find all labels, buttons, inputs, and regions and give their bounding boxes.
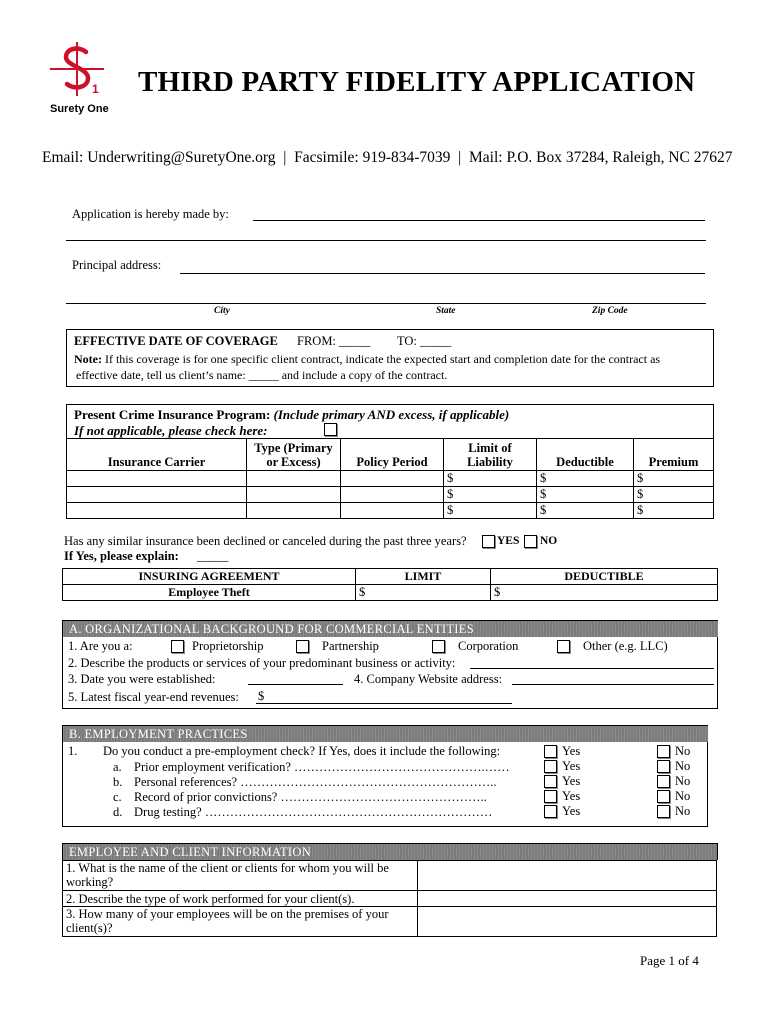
q5-field[interactable] xyxy=(256,703,512,704)
cell[interactable] xyxy=(341,471,444,487)
col-policy-period: Policy Period xyxy=(341,439,444,471)
col-limit: LIMIT xyxy=(356,569,491,585)
logo-name: Surety One xyxy=(50,103,109,115)
corporation-checkbox[interactable] xyxy=(432,640,445,653)
col-type xyxy=(247,439,341,471)
item-letter: a. xyxy=(113,760,122,774)
note-label: Note: xyxy=(74,352,102,366)
cell[interactable]: $ xyxy=(444,487,537,503)
zip-label: Zip Code xyxy=(592,306,628,316)
b-no-checkbox[interactable] xyxy=(657,745,670,758)
principal-label: Principal address: xyxy=(72,258,162,272)
explain-label: If Yes, please explain: xyxy=(64,549,179,563)
logo-numeral: 1 xyxy=(92,82,99,96)
crime-not-applicable: If not applicable, please check here: xyxy=(74,423,268,438)
section-a-title: A. ORGANIZATIONAL BACKGROUND FOR COMMERCIAL ENTITIES xyxy=(63,621,718,637)
item-text: Drug testing? …………………………………………………………… xyxy=(134,805,493,819)
declined-no-label: NO xyxy=(540,535,558,547)
q2-field[interactable] xyxy=(470,668,714,669)
contact-line: Email: Underwriting@SuretyOne.org | Facsimile: 919-834-7039 | Mail: P.O. Box 37284, Raleigh, NC 27627 xyxy=(42,149,733,166)
cell[interactable] xyxy=(247,471,341,487)
b-no-label: No xyxy=(675,744,691,758)
other-checkbox[interactable] xyxy=(557,640,570,653)
question-cell xyxy=(63,907,418,937)
cell[interactable] xyxy=(247,487,341,503)
coverage-box xyxy=(66,329,714,387)
crime-table xyxy=(66,438,714,519)
b2-yes-checkbox[interactable] xyxy=(544,775,557,788)
coverage-from[interactable]: FROM: _____ xyxy=(297,334,371,348)
col-deductible: Deductible xyxy=(537,439,634,471)
page-number: Page 1 of 4 xyxy=(640,953,699,968)
c-yes-label: Yes xyxy=(562,789,581,803)
not-applicable-checkbox[interactable] xyxy=(324,423,337,436)
b2-no-checkbox[interactable] xyxy=(657,775,670,788)
cell[interactable]: $ xyxy=(537,503,634,519)
b-question: Do you conduct a pre-employment check? If Yes, does it include the following: xyxy=(103,744,501,758)
table-row xyxy=(67,487,714,503)
item-letter: b. xyxy=(113,775,123,789)
proprietorship-label: Proprietorship xyxy=(192,639,264,653)
cell[interactable] xyxy=(341,503,444,519)
explain-field[interactable]: _____ xyxy=(197,549,229,563)
cell[interactable]: $ xyxy=(634,487,714,503)
crime-heading-box xyxy=(66,404,714,439)
emp-q1-l2: working? xyxy=(66,875,114,889)
employee-title: EMPLOYEE AND CLIENT INFORMATION xyxy=(62,843,718,860)
b2-no-label: No xyxy=(675,774,691,788)
cell[interactable] xyxy=(67,487,247,503)
cell[interactable]: $ xyxy=(444,503,537,519)
made-by-field-2[interactable] xyxy=(66,240,706,241)
col-limit-l1: Limit of xyxy=(468,440,512,455)
q3-label: 3. Date you were established: xyxy=(68,672,216,686)
col-limit-l2: Liability xyxy=(467,454,513,469)
q5-currency: $ xyxy=(258,689,265,703)
d-no-label: No xyxy=(675,804,691,818)
coverage-to[interactable]: TO: _____ xyxy=(397,334,452,348)
table-row xyxy=(63,585,718,601)
item-text: Personal references? …………………………………………………….. xyxy=(134,775,497,789)
cell: Employee Theft xyxy=(63,585,356,601)
coverage-note-2: effective date, tell us client’s name: _____ and include a copy of the contract. xyxy=(76,368,448,382)
col-insuring-agreement: INSURING AGREEMENT xyxy=(63,569,356,585)
b-yes-label: Yes xyxy=(562,744,581,758)
cell[interactable]: $ xyxy=(356,585,491,601)
cell[interactable]: $ xyxy=(537,471,634,487)
a-yes-checkbox[interactable] xyxy=(544,760,557,773)
crime-heading xyxy=(74,407,509,423)
section-b-title: B. EMPLOYMENT PRACTICES xyxy=(63,726,708,742)
table-row xyxy=(63,907,717,937)
page-title: THIRD PARTY FIDELITY APPLICATION xyxy=(138,66,696,98)
declined-yes-checkbox[interactable] xyxy=(482,535,495,548)
made-by-field[interactable] xyxy=(253,220,705,221)
crime-heading-note: (Include primary AND excess, if applicable) xyxy=(270,407,510,422)
b-yes-checkbox[interactable] xyxy=(544,745,557,758)
q3-field[interactable] xyxy=(248,684,343,685)
declined-no-checkbox[interactable] xyxy=(524,535,537,548)
insuring-table xyxy=(62,568,718,601)
q2-label: 2. Describe the products or services of your predominant business or activity: xyxy=(68,656,456,670)
table-row xyxy=(63,891,717,907)
state-label: State xyxy=(436,306,456,316)
declined-question: Has any similar insurance been declined or canceled during the past three years? xyxy=(64,534,467,548)
cell[interactable] xyxy=(247,503,341,519)
table-row xyxy=(63,861,717,891)
proprietorship-checkbox[interactable] xyxy=(171,640,184,653)
answer-cell[interactable] xyxy=(418,891,717,907)
crime-heading-text: Present Crime Insurance Program: xyxy=(74,407,271,422)
principal-address-field[interactable] xyxy=(180,273,705,274)
b-q-num: 1. xyxy=(68,744,78,758)
c-no-label: No xyxy=(675,789,691,803)
b2-yes-label: Yes xyxy=(562,774,581,788)
d-yes-label: Yes xyxy=(562,804,581,818)
q4-label: 4. Company Website address: xyxy=(354,672,503,686)
q5-label: 5. Latest fiscal year-end revenues: xyxy=(68,690,239,704)
cell[interactable] xyxy=(67,503,247,519)
city-label: City xyxy=(214,306,230,316)
item-text: Prior employment verification? ……………………………………….…… xyxy=(134,760,510,774)
table-row xyxy=(67,503,714,519)
city-state-zip-field[interactable] xyxy=(66,303,706,304)
declined-yes-label: YES xyxy=(497,535,520,547)
question-cell: 2. Describe the type of work performed for your client(s). xyxy=(63,891,418,907)
item-letter: d. xyxy=(113,805,123,819)
cell[interactable]: $ xyxy=(634,471,714,487)
other-label: Other (e.g. LLC) xyxy=(583,639,668,653)
emp-q1-l1: 1. What is the name of the client or clients for whom you will be xyxy=(66,861,389,875)
emp-q3-l2: client(s)? xyxy=(66,921,113,935)
item-letter: c. xyxy=(113,790,122,804)
q4-field[interactable] xyxy=(512,684,714,685)
partnership-label: Partnership xyxy=(322,639,379,653)
cell[interactable] xyxy=(341,487,444,503)
partnership-checkbox[interactable] xyxy=(296,640,309,653)
col-insurance-carrier: Insurance Carrier xyxy=(67,439,247,471)
c-yes-checkbox[interactable] xyxy=(544,790,557,803)
c-no-checkbox[interactable] xyxy=(657,790,670,803)
made-by-label: Application is hereby made by: xyxy=(72,207,229,221)
item-text: Record of prior convictions? ………………………………………….. xyxy=(134,790,487,804)
cell[interactable]: $ xyxy=(444,471,537,487)
col-premium: Premium xyxy=(634,439,714,471)
q1-label: 1. Are you a: xyxy=(68,639,133,653)
a-no-checkbox[interactable] xyxy=(657,760,670,773)
coverage-note xyxy=(74,352,660,367)
d-yes-checkbox[interactable] xyxy=(544,805,557,818)
a-yes-label: Yes xyxy=(562,759,581,773)
emp-q3-l1: 3. How many of your employees will be on the premises of your xyxy=(66,907,389,921)
a-no-label: No xyxy=(675,759,691,773)
col-type-l2: or Excess) xyxy=(266,454,321,469)
answer-cell[interactable] xyxy=(418,861,717,891)
answer-cell[interactable] xyxy=(418,907,717,937)
col-type-l1: Type (Primary xyxy=(254,440,333,455)
corporation-label: Corporation xyxy=(458,639,519,653)
note-text: If this coverage is for one specific client contract, indicate the expected start and completion date for the contract as xyxy=(101,352,661,366)
cell[interactable]: $ xyxy=(537,487,634,503)
cell[interactable]: $ xyxy=(491,585,718,601)
col-deductible: DEDUCTIBLE xyxy=(491,569,718,585)
col-limit xyxy=(444,439,537,471)
employee-table xyxy=(62,860,717,937)
table-row xyxy=(67,471,714,487)
cell[interactable]: $ xyxy=(634,503,714,519)
question-cell xyxy=(63,861,418,891)
d-no-checkbox[interactable] xyxy=(657,805,670,818)
cell[interactable] xyxy=(67,471,247,487)
coverage-label: EFFECTIVE DATE OF COVERAGE xyxy=(74,334,278,348)
